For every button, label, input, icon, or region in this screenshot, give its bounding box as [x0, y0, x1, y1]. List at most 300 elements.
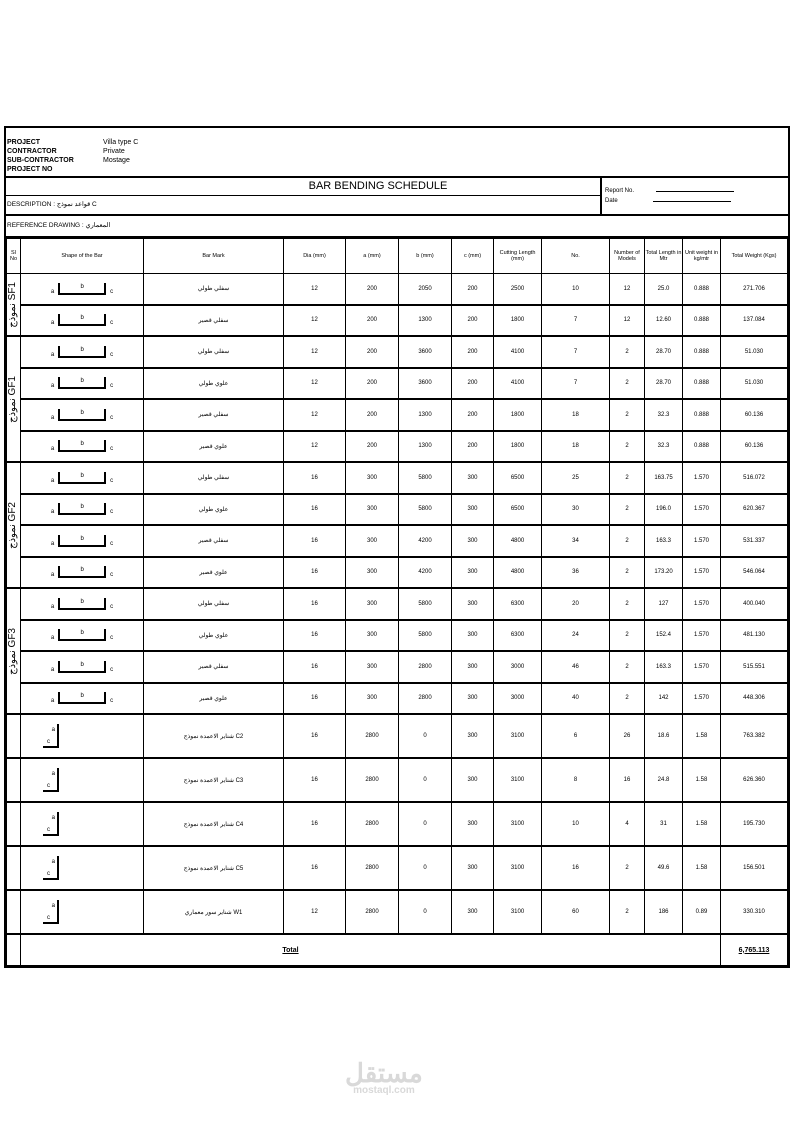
- cell: 5800: [399, 620, 452, 652]
- cell: 0.888: [683, 368, 721, 400]
- u-bar-shape-icon: a b c: [50, 630, 114, 642]
- cell: 18: [542, 399, 610, 431]
- cell: 0.89: [683, 890, 721, 934]
- cell: 8: [542, 758, 610, 802]
- cell: 0: [399, 890, 452, 934]
- table-row: [7, 890, 788, 934]
- project-key: PROJECT NO: [7, 166, 53, 173]
- column-header: Cutting Length (mm): [494, 239, 542, 274]
- cell: 6300: [494, 620, 542, 652]
- u-bar-shape-icon: a b c: [50, 346, 114, 358]
- u-bar-shape-icon: a b c: [50, 598, 114, 610]
- cell: سفلي قصير: [144, 399, 284, 431]
- cell: شناير الاعمدة نموذج C2: [144, 714, 284, 758]
- cell: 16: [284, 557, 346, 589]
- cell: 0: [399, 758, 452, 802]
- cell: 2: [610, 336, 645, 368]
- cell: 2: [610, 368, 645, 400]
- cell: 3600: [399, 368, 452, 400]
- shape-cell: [21, 890, 144, 934]
- table-row: [7, 620, 788, 652]
- u-bar-shape-icon: a b c: [50, 472, 114, 484]
- cell: 60: [542, 890, 610, 934]
- cell: 31: [645, 802, 683, 846]
- cell: 2800: [346, 890, 399, 934]
- table-row: [7, 802, 788, 846]
- shape-cell: [21, 399, 144, 431]
- cell: 0.888: [683, 431, 721, 463]
- shape-cell: [21, 620, 144, 652]
- cell: 2800: [346, 846, 399, 890]
- cell: 28.70: [645, 336, 683, 368]
- shape-cell: [21, 305, 144, 337]
- shape-cell: [21, 651, 144, 683]
- cell: 163.3: [645, 525, 683, 557]
- u-bar-shape-icon: a b c: [50, 567, 114, 579]
- cell: 16: [284, 651, 346, 683]
- cell: 49.6: [645, 846, 683, 890]
- cell: 36: [542, 557, 610, 589]
- cell: 10: [542, 274, 610, 305]
- cell: 2: [610, 399, 645, 431]
- cell: 4200: [399, 557, 452, 589]
- cell: 1300: [399, 399, 452, 431]
- cell: 531.337: [721, 525, 788, 557]
- column-header: a (mm): [346, 239, 399, 274]
- cell: 1.58: [683, 714, 721, 758]
- shape-cell: [21, 274, 144, 305]
- cell: 200: [346, 368, 399, 400]
- column-header: Dia (mm): [284, 239, 346, 274]
- table-row: [7, 525, 788, 557]
- cell: 16: [284, 846, 346, 890]
- cell: 12: [284, 890, 346, 934]
- cell: 1800: [494, 305, 542, 337]
- cell: 2: [610, 494, 645, 526]
- table-row: [7, 846, 788, 890]
- cell: 330.310: [721, 890, 788, 934]
- u-bar-shape-icon: a b c: [50, 535, 114, 547]
- cell: شناير الاعمدة نموذج C4: [144, 802, 284, 846]
- l-bar-shape-icon: a c: [43, 856, 59, 880]
- cell: 18.6: [645, 714, 683, 758]
- cell: سفلي قصير: [144, 525, 284, 557]
- cell: 300: [452, 588, 494, 620]
- cell: 3100: [494, 758, 542, 802]
- cell: 6: [542, 714, 610, 758]
- cell: 12: [610, 274, 645, 305]
- cell: 196.0: [645, 494, 683, 526]
- cell: 300: [452, 802, 494, 846]
- table-row: [7, 683, 788, 715]
- cell: 1.570: [683, 525, 721, 557]
- table-row: [7, 588, 788, 620]
- cell: شناير سور معماري W1: [144, 890, 284, 934]
- cell: 2800: [346, 758, 399, 802]
- cell: علوي طولي: [144, 494, 284, 526]
- cell: 12.60: [645, 305, 683, 337]
- table-row: [7, 305, 788, 337]
- project-row: [7, 165, 788, 174]
- cell: 28.70: [645, 368, 683, 400]
- cell: 2500: [494, 274, 542, 305]
- cell: 200: [346, 274, 399, 305]
- group-label: نموذج GF2: [7, 462, 21, 588]
- cell: 200: [452, 274, 494, 305]
- cell: 2: [610, 620, 645, 652]
- project-value: Private: [103, 148, 125, 155]
- cell: 1800: [494, 431, 542, 463]
- group-label: نموذج GF1: [7, 336, 21, 462]
- shape-cell: [21, 846, 144, 890]
- table-row: [7, 431, 788, 463]
- cell: 2: [610, 846, 645, 890]
- cell: 200: [346, 431, 399, 463]
- cell: 4800: [494, 525, 542, 557]
- cell: 0.888: [683, 336, 721, 368]
- cell: 300: [452, 525, 494, 557]
- column-header: b (mm): [399, 239, 452, 274]
- group-label: [7, 846, 21, 890]
- cell: 300: [452, 557, 494, 589]
- table-row: [7, 494, 788, 526]
- cell: 3000: [494, 651, 542, 683]
- cell: 3000: [494, 683, 542, 715]
- cell: 1800: [494, 399, 542, 431]
- cell: 200: [346, 305, 399, 337]
- title-bar: [6, 178, 788, 216]
- cell: 1.570: [683, 620, 721, 652]
- cell: 16: [284, 588, 346, 620]
- cell: 300: [346, 620, 399, 652]
- cell: 300: [346, 588, 399, 620]
- cell: 16: [284, 525, 346, 557]
- column-header: Unit weight in kg/mtr: [683, 239, 721, 274]
- group-label: [7, 890, 21, 934]
- cell: 0.888: [683, 399, 721, 431]
- column-header: c (mm): [452, 239, 494, 274]
- table-row: [7, 462, 788, 494]
- schedule-table: [6, 238, 788, 966]
- cell: 3100: [494, 714, 542, 758]
- cell: 18: [542, 431, 610, 463]
- cell: 24.8: [645, 758, 683, 802]
- cell: 300: [346, 462, 399, 494]
- cell: 1.570: [683, 462, 721, 494]
- cell: 620.367: [721, 494, 788, 526]
- cell: 300: [452, 651, 494, 683]
- cell: 195.730: [721, 802, 788, 846]
- shape-cell: [21, 557, 144, 589]
- table-row: [7, 714, 788, 758]
- shape-cell: [21, 494, 144, 526]
- cell: شناير الاعمدة نموذج C3: [144, 758, 284, 802]
- date-label: Date: [605, 198, 618, 204]
- cell: 3100: [494, 890, 542, 934]
- cell: 200: [346, 399, 399, 431]
- cell: 12: [284, 399, 346, 431]
- cell: 2: [610, 525, 645, 557]
- cell: 16: [284, 494, 346, 526]
- cell: 516.072: [721, 462, 788, 494]
- cell: 12: [610, 305, 645, 337]
- project-row: [7, 156, 788, 165]
- project-key: SUB-CONTRACTOR: [7, 157, 74, 164]
- cell: سفلي طولي: [144, 462, 284, 494]
- bar-bending-schedule-sheet: [4, 126, 790, 968]
- cell: 12: [284, 305, 346, 337]
- column-header: No.: [542, 239, 610, 274]
- cell: 1.58: [683, 846, 721, 890]
- cell: 16: [610, 758, 645, 802]
- cell: 1.570: [683, 683, 721, 715]
- cell: 0.888: [683, 274, 721, 305]
- cell: 34: [542, 525, 610, 557]
- cell: 400.040: [721, 588, 788, 620]
- total-row: [7, 934, 788, 966]
- cell: 2: [610, 588, 645, 620]
- u-bar-shape-icon: a b c: [50, 693, 114, 705]
- cell: 2: [610, 890, 645, 934]
- cell: 20: [542, 588, 610, 620]
- cell: 1300: [399, 431, 452, 463]
- cell: 40: [542, 683, 610, 715]
- cell: 30: [542, 494, 610, 526]
- cell: 300: [452, 462, 494, 494]
- cell: 0: [399, 714, 452, 758]
- cell: 300: [452, 620, 494, 652]
- project-key: CONTRACTOR: [7, 148, 57, 155]
- cell: 1.570: [683, 588, 721, 620]
- project-row: [7, 138, 788, 147]
- l-bar-shape-icon: a c: [43, 724, 59, 748]
- cell: 6500: [494, 462, 542, 494]
- cell: علوي قصير: [144, 557, 284, 589]
- cell: 163.75: [645, 462, 683, 494]
- cell: 2800: [399, 651, 452, 683]
- table-row: [7, 651, 788, 683]
- cell: 12: [284, 431, 346, 463]
- cell: 300: [346, 494, 399, 526]
- project-info: [6, 128, 788, 178]
- cell: 7: [542, 336, 610, 368]
- cell: 137.084: [721, 305, 788, 337]
- cell: 300: [452, 890, 494, 934]
- cell: 25.0: [645, 274, 683, 305]
- group-label: [7, 758, 21, 802]
- l-bar-shape-icon: a c: [43, 768, 59, 792]
- cell: 5800: [399, 588, 452, 620]
- cell: 24: [542, 620, 610, 652]
- shape-cell: [21, 588, 144, 620]
- project-row: [7, 147, 788, 156]
- cell: 156.501: [721, 846, 788, 890]
- cell: 300: [346, 651, 399, 683]
- cell: 4200: [399, 525, 452, 557]
- shape-cell: [21, 714, 144, 758]
- shape-cell: [21, 336, 144, 368]
- shape-cell: [21, 368, 144, 400]
- cell: 2050: [399, 274, 452, 305]
- cell: 152.4: [645, 620, 683, 652]
- u-bar-shape-icon: a b c: [50, 661, 114, 673]
- cell: علوي طولي: [144, 620, 284, 652]
- table-row: [7, 557, 788, 589]
- cell: 300: [452, 846, 494, 890]
- project-key: PROJECT: [7, 139, 41, 146]
- cell: 1.570: [683, 557, 721, 589]
- table-row: [7, 274, 788, 305]
- cell: 763.382: [721, 714, 788, 758]
- column-header: Number of Models: [610, 239, 645, 274]
- cell: 3600: [399, 336, 452, 368]
- cell: 7: [542, 368, 610, 400]
- cell: شناير الاعمدة نموذج C5: [144, 846, 284, 890]
- cell: 300: [346, 557, 399, 589]
- shape-cell: [21, 802, 144, 846]
- cell: 32.3: [645, 431, 683, 463]
- cell: 12: [284, 336, 346, 368]
- description: DESCRIPTION : قواعد نموذج C: [7, 201, 97, 208]
- group-label: نموذج SF1: [7, 274, 21, 337]
- u-bar-shape-icon: a b c: [50, 409, 114, 421]
- cell: 46: [542, 651, 610, 683]
- cell: سفلي طولي: [144, 274, 284, 305]
- cell: 0: [399, 802, 452, 846]
- cell: سفلي طولي: [144, 588, 284, 620]
- cell: 5800: [399, 494, 452, 526]
- schedule-title: BAR BENDING SCHEDULE: [6, 178, 600, 196]
- cell: 1.570: [683, 494, 721, 526]
- cell: 1300: [399, 305, 452, 337]
- u-bar-shape-icon: a b c: [50, 441, 114, 453]
- cell: 6300: [494, 588, 542, 620]
- total-value: 6,765.113: [738, 946, 770, 954]
- cell: 300: [452, 714, 494, 758]
- reference-drawing: REFERENCE DRAWING : المعماري: [6, 216, 788, 238]
- cell: 0: [399, 846, 452, 890]
- cell: 4800: [494, 557, 542, 589]
- shape-cell: [21, 758, 144, 802]
- cell: 271.706: [721, 274, 788, 305]
- cell: 10: [542, 802, 610, 846]
- cell: 12: [284, 368, 346, 400]
- u-bar-shape-icon: a b c: [50, 315, 114, 327]
- cell: 173.20: [645, 557, 683, 589]
- cell: 200: [452, 368, 494, 400]
- shape-cell: [21, 683, 144, 715]
- shape-cell: [21, 525, 144, 557]
- cell: 7: [542, 305, 610, 337]
- cell: 32.3: [645, 399, 683, 431]
- cell: 186: [645, 890, 683, 934]
- cell: 16: [284, 758, 346, 802]
- cell: 300: [452, 494, 494, 526]
- cell: 51.030: [721, 368, 788, 400]
- column-header: Sl No: [7, 239, 21, 274]
- cell: 60.136: [721, 431, 788, 463]
- cell: 200: [346, 336, 399, 368]
- column-header: Shape of the Bar: [21, 239, 144, 274]
- cell: 163.3: [645, 651, 683, 683]
- cell: 200: [452, 431, 494, 463]
- cell: 2: [610, 683, 645, 715]
- cell: علوي قصير: [144, 683, 284, 715]
- cell: 0.888: [683, 305, 721, 337]
- cell: سفلي قصير: [144, 651, 284, 683]
- cell: 2800: [346, 714, 399, 758]
- cell: 200: [452, 399, 494, 431]
- cell: 2: [610, 557, 645, 589]
- cell: سفلي قصير: [144, 305, 284, 337]
- cell: 546.064: [721, 557, 788, 589]
- cell: علوي طولي: [144, 368, 284, 400]
- cell: 4100: [494, 368, 542, 400]
- table-row: [7, 336, 788, 368]
- cell: 2800: [346, 802, 399, 846]
- cell: 448.306: [721, 683, 788, 715]
- watermark-logo: مستقل mostaql.com: [345, 1058, 423, 1096]
- cell: 300: [346, 683, 399, 715]
- project-value: Mostage: [103, 157, 130, 164]
- cell: 127: [645, 588, 683, 620]
- cell: 4100: [494, 336, 542, 368]
- cell: 626.360: [721, 758, 788, 802]
- cell: 12: [284, 274, 346, 305]
- cell: 16: [542, 846, 610, 890]
- cell: 2: [610, 462, 645, 494]
- cell: 5800: [399, 462, 452, 494]
- cell: علوي قصير: [144, 431, 284, 463]
- column-header: Total Length in Mtr: [645, 239, 683, 274]
- column-header: Total Weight (Kgs): [721, 239, 788, 274]
- u-bar-shape-icon: a b c: [50, 504, 114, 516]
- cell: 26: [610, 714, 645, 758]
- table-row: [7, 399, 788, 431]
- cell: 2: [610, 431, 645, 463]
- cell: 6500: [494, 494, 542, 526]
- cell: 300: [452, 758, 494, 802]
- group-label: [7, 802, 21, 846]
- cell: 3100: [494, 846, 542, 890]
- report-info: [602, 178, 734, 214]
- report-no-label: Report No.: [605, 188, 635, 194]
- cell: 60.136: [721, 399, 788, 431]
- cell: سفلي طولي: [144, 336, 284, 368]
- cell: 515.551: [721, 651, 788, 683]
- group-label: [7, 714, 21, 758]
- cell: 16: [284, 802, 346, 846]
- cell: 3100: [494, 802, 542, 846]
- cell: 16: [284, 462, 346, 494]
- total-label: Total: [282, 946, 299, 954]
- shape-cell: [21, 462, 144, 494]
- cell: 2800: [399, 683, 452, 715]
- cell: 1.570: [683, 651, 721, 683]
- cell: 200: [452, 336, 494, 368]
- cell: 16: [284, 714, 346, 758]
- table-row: [7, 368, 788, 400]
- project-value: Villa type C: [103, 139, 139, 146]
- cell: 1.58: [683, 802, 721, 846]
- cell: 51.030: [721, 336, 788, 368]
- cell: 2: [610, 651, 645, 683]
- l-bar-shape-icon: a c: [43, 812, 59, 836]
- cell: 481.130: [721, 620, 788, 652]
- cell: 142: [645, 683, 683, 715]
- u-bar-shape-icon: a b c: [50, 283, 114, 295]
- column-header: Bar Mark: [144, 239, 284, 274]
